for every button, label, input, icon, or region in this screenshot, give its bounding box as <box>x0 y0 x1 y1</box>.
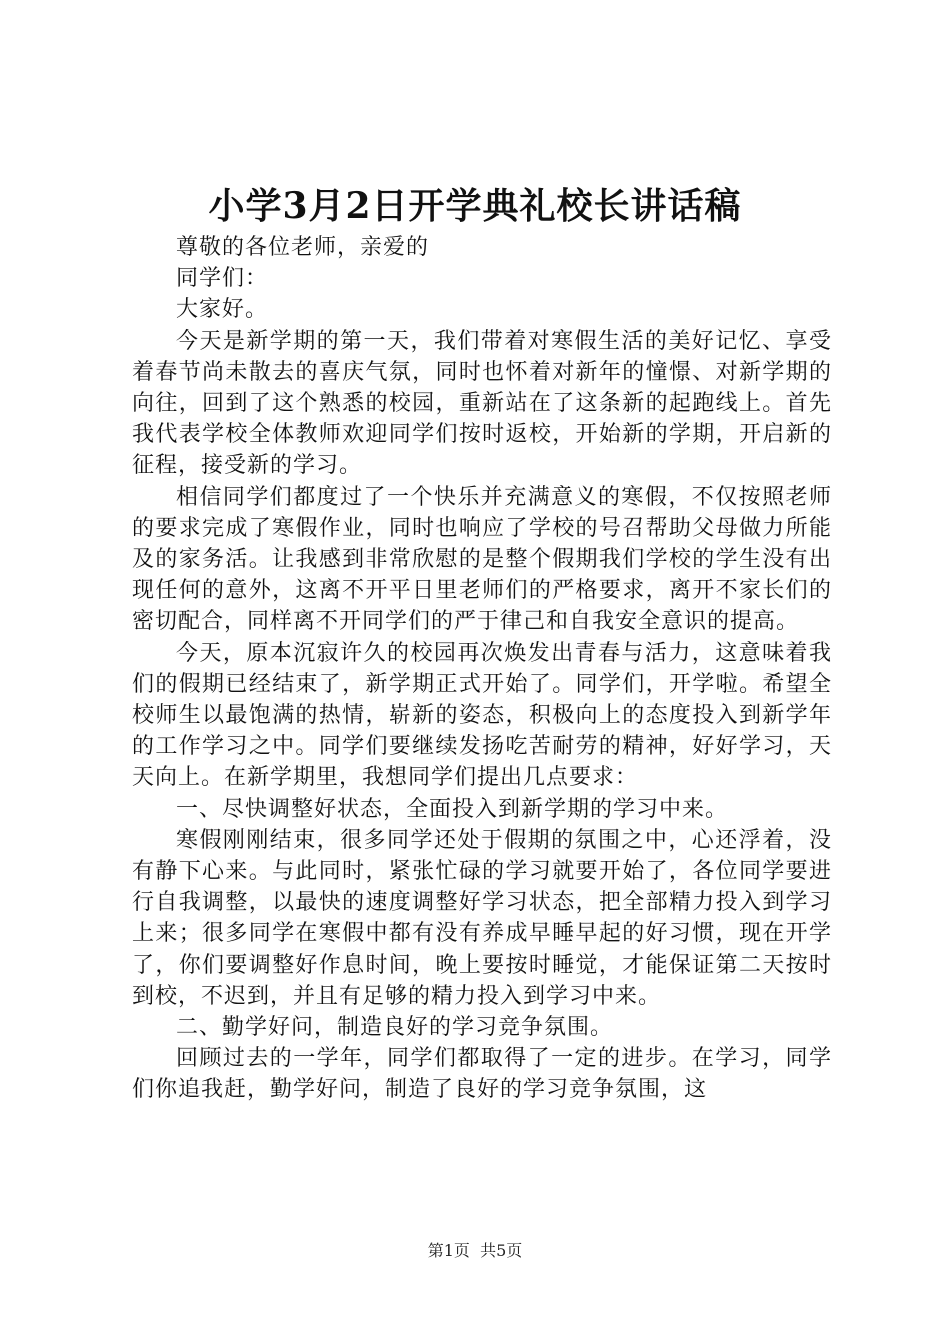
heading-requirement-2: 二、勤学好问，制造良好的学习竞争氛围。 <box>176 1015 614 1041</box>
page-number: 第1页 共5页 <box>427 1241 523 1260</box>
paragraph-opening: 今天是新学期的第一天，我们带着对寒假生活的美好记忆、享受着春节尚未散去的喜庆气氛，同时也怀着对新年的憧憬、对新学期的向往，回到了这个熟悉的校园，重新站在了这条新的起跑线上。首先我代表学校全体教师欢迎同学们按时返校，开始新的学期，开启新的征程，接受新的学习。 <box>132 328 832 479</box>
paragraph-requirement-2: 回顾过去的一学年，同学们都取得了一定的进步。在学习，同学们你追我赶，勤学好问，制造了良好的学习竞争氛围，这 <box>132 1046 832 1103</box>
page-title: 小学3月2日开学典礼校长讲话稿 <box>208 185 742 227</box>
document-body <box>132 232 832 1106</box>
paragraph-greeting: 大家好。 <box>176 297 269 323</box>
heading-requirement-1: 一、尽快调整好状态，全面投入到新学期的学习中来。 <box>176 796 729 822</box>
paragraph-salutation-1: 尊敬的各位老师，亲爱的 <box>176 235 430 260</box>
paragraph-salutation-2: 同学们： <box>176 266 269 292</box>
page-footer <box>0 1240 950 1262</box>
paragraph-new-semester: 今天，原本沉寂许久的校园再次焕发出青春与活力，这意味着我们的假期已经结束了，新学期正式开始了。同学们，开学啦。希望全校师生以最饱满的热情，崭新的姿态，积极向上的态度投入到新学年的工作学习之中。同学们要继续发扬吃苦耐劳的精神，好好学习，天天向上。在新学期里，我想同学们提出几点要求： <box>132 640 832 791</box>
paragraph-winter-break: 相信同学们都度过了一个快乐并充满意义的寒假，不仅按照老师的要求完成了寒假作业，同时也响应了学校的号召帮助父母做力所能及的家务活。让我感到非常欣慰的是整个假期我们学校的学生没有出现任何的意外，这离不开平日里老师们的严格要求，离开不家长们的密切配合，同样离不开同学们的严于律己和自我安全意识的提高。 <box>132 484 832 635</box>
paragraph-requirement-1: 寒假刚刚结束，很多同学还处于假期的氛围之中，心还浮着，没有静下心来。与此同时，紧张忙碌的学习就要开始了，各位同学要进行自我调整，以最快的速度调整好学习状态，把全部精力投入到学习上来；很多同学在寒假中都有没有养成早睡早起的好习惯，现在开学了，你们要调整好作息时间，晚上要按时睡觉，才能保证第二天按时到校，不迟到，并且有足够的精力投入到学习中来。 <box>132 827 832 1009</box>
